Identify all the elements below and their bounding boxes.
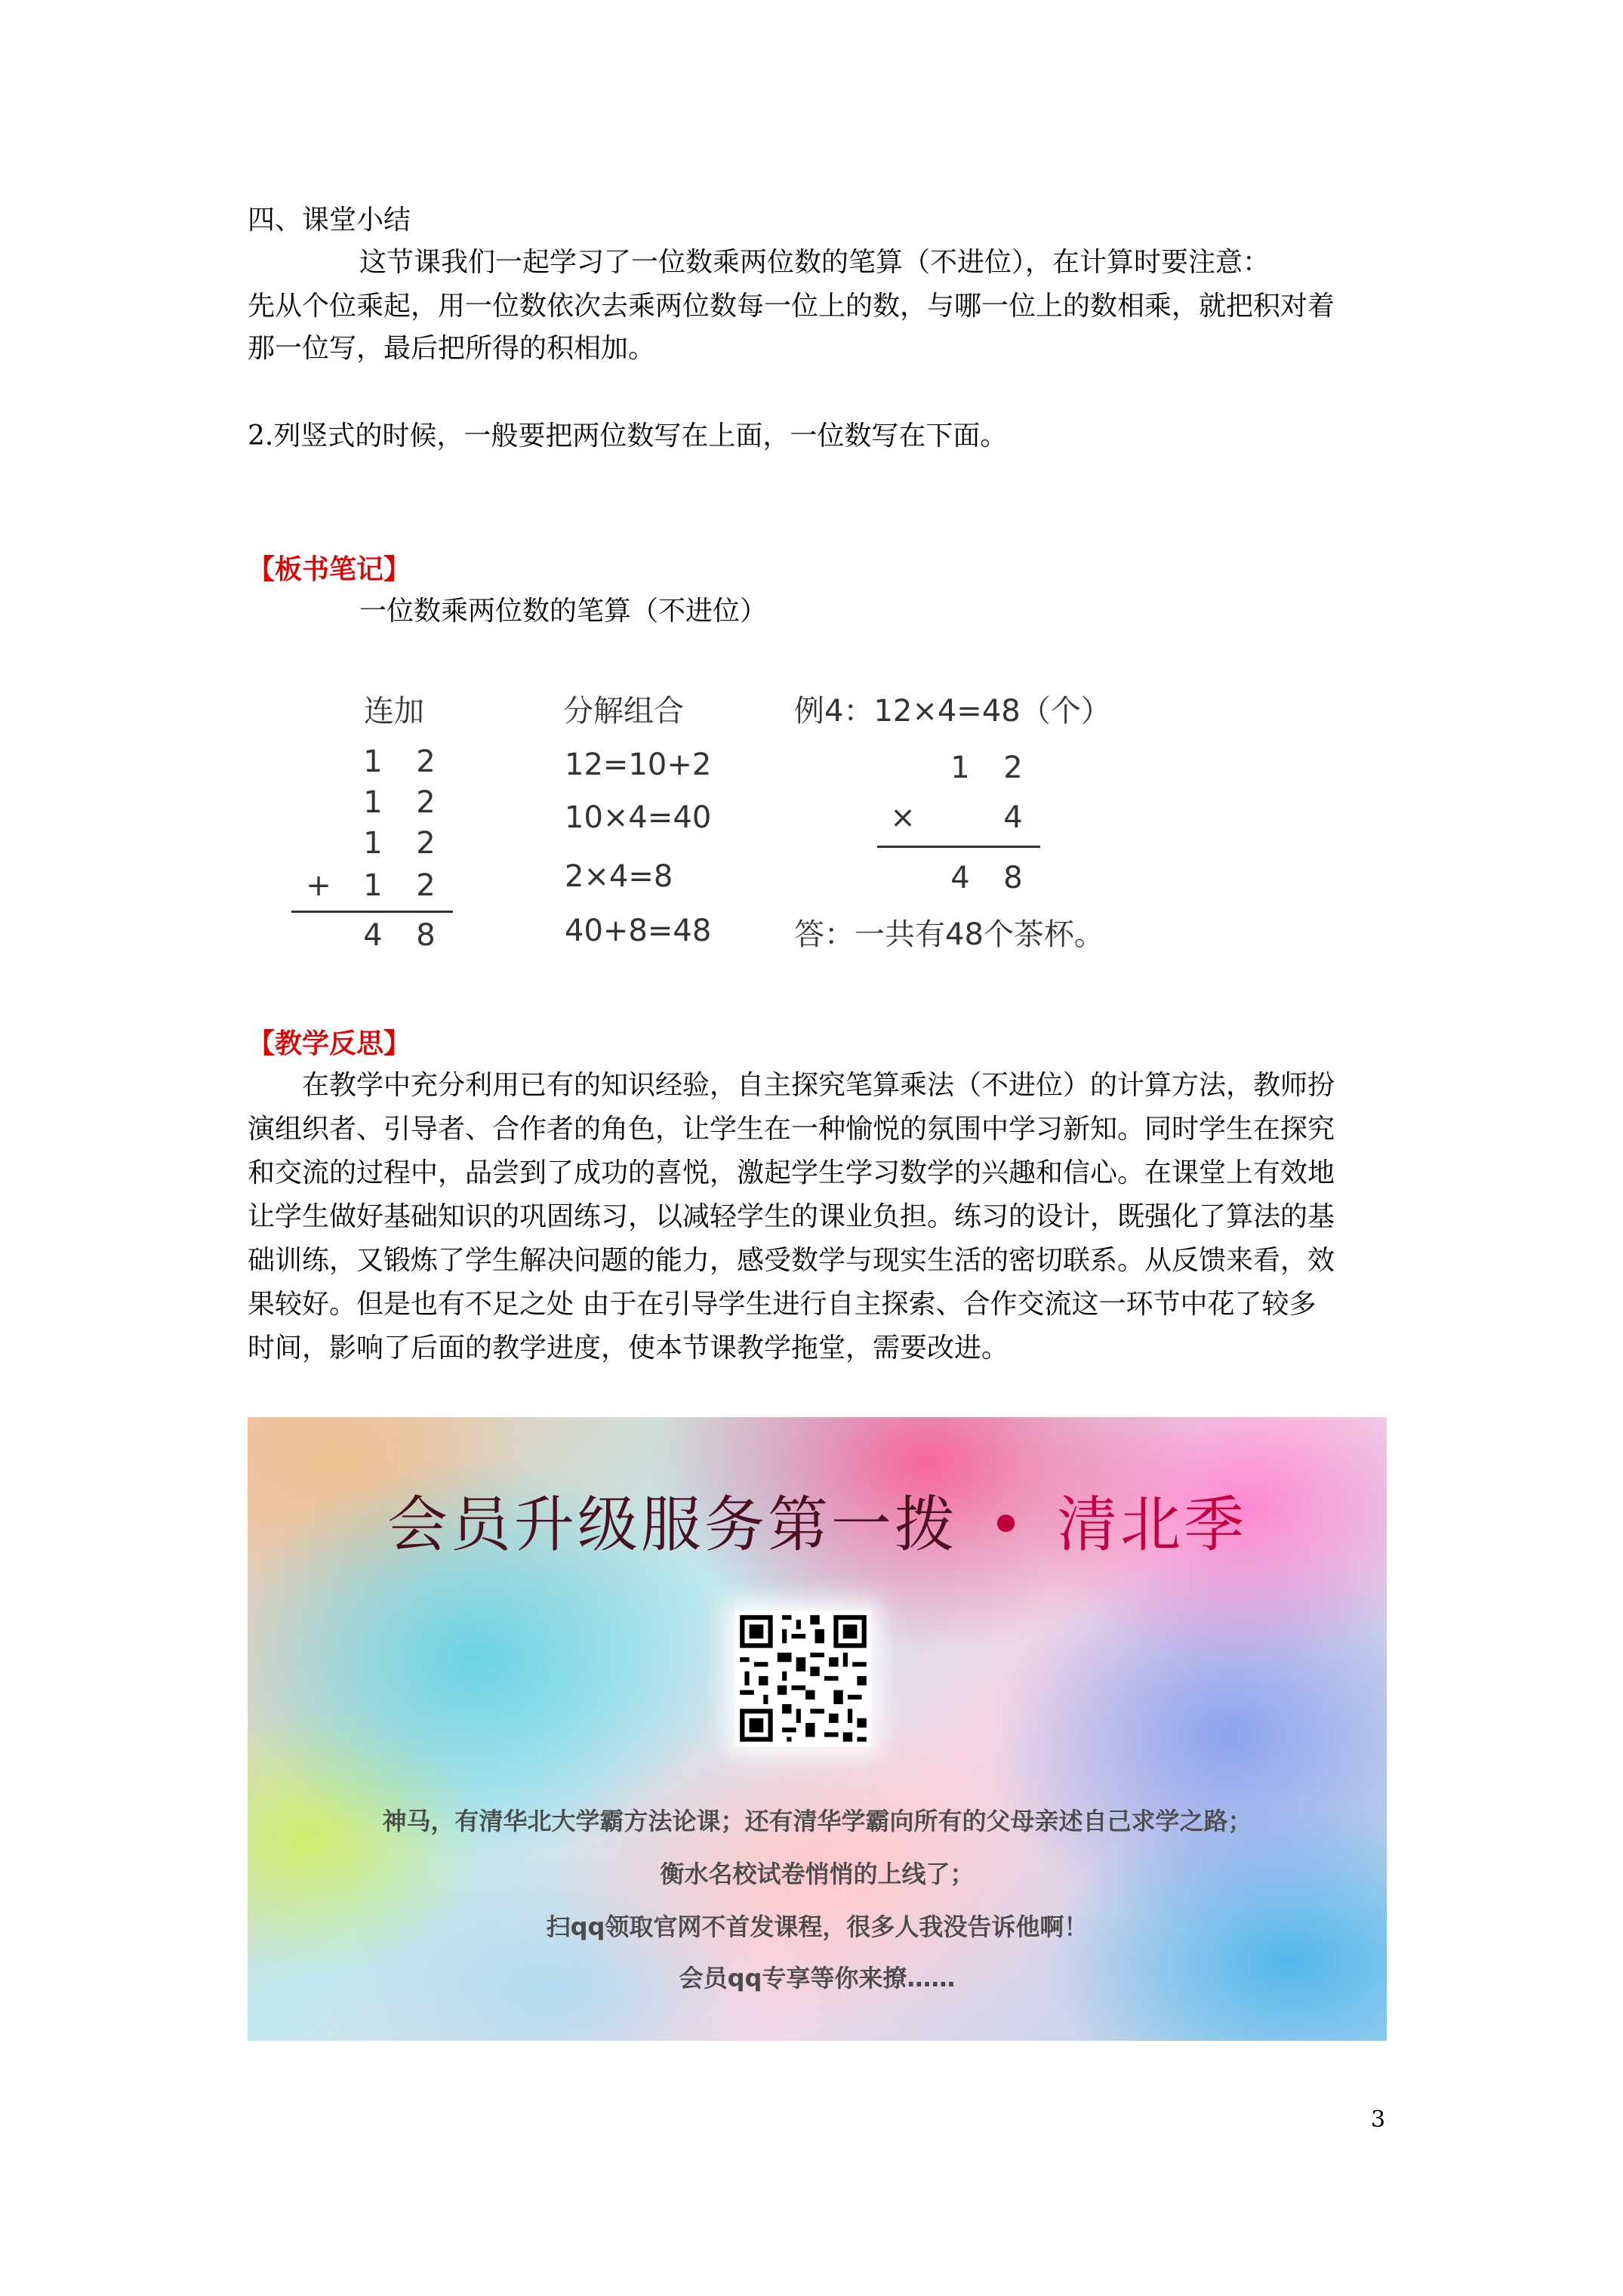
reflection-line: 让学生做好基础知识的巩固练习，以减轻学生的课业负担。练习的设计，既强化了算法的基 (248, 1201, 1335, 1232)
reflection-line: 础训练，又锻炼了学生解决问题的能力，感受数学与现实生活的密切联系。从反馈来看，效 (248, 1245, 1335, 1276)
addition-digit: 1 (363, 744, 383, 779)
addition-result-digit: 4 (363, 918, 383, 953)
example-label: 例4：12×4=48（个） (794, 694, 1111, 729)
qr-code-icon[interactable] (735, 1610, 871, 1746)
banner-title-dot: • (987, 1490, 1027, 1560)
page-number: 3 (1371, 2106, 1386, 2133)
addition-digit: 2 (416, 785, 436, 820)
addition-rule (291, 911, 453, 913)
example-answer: 答：一共有48个茶杯。 (794, 917, 1104, 952)
example-digit: 1 (950, 750, 970, 785)
addition-digit: 2 (416, 868, 436, 903)
reflection-heading: 【教学反思】 (248, 1028, 411, 1059)
example-result-digit: 8 (1003, 861, 1023, 895)
addition-digit: 2 (416, 744, 436, 779)
reflection-line: 演组织者、引导者、合作者的角色，让学生在一种愉悦的氛围中学习新知。同时学生在探究 (248, 1114, 1335, 1145)
addition-result-digit: 8 (416, 918, 436, 953)
banner-line: 扫qq领取官网不首发课程，很多人我没告诉他啊！ (546, 1912, 1089, 1941)
addition-digit: 1 (363, 868, 383, 903)
board-notes-heading: 【板书笔记】 (248, 553, 411, 585)
addition-label: 连加 (364, 694, 424, 729)
qr-code-graphic (735, 1610, 871, 1746)
addition-digit: 1 (363, 826, 383, 861)
decompose-line: 2×4=8 (565, 859, 673, 894)
summary-line-1: 这节课我们一起学习了一位数乘两位数的笔算（不进位），在计算时要注意： (359, 247, 1270, 278)
example-result-digit: 4 (950, 861, 970, 895)
reflection-line: 果较好。但是也有不足之处 由于在引导学生进行自主探索、合作交流这一环节中花了较多 (248, 1289, 1317, 1320)
example-operator: × (890, 800, 916, 835)
addition-digit: 1 (363, 785, 383, 820)
reflection-line: 在教学中充分利用已有的知识经验，自主探究笔算乘法（不进位）的计算方法，教师扮 (302, 1070, 1335, 1101)
reflection-line: 时间，影响了后面的教学进度，使本节课教学拖堂，需要改进。 (248, 1333, 1009, 1364)
banner-title (248, 1476, 1387, 1563)
example-digit: 4 (1003, 800, 1023, 835)
banner-line: 衡水名校试卷悄悄的上线了； (660, 1860, 975, 1888)
example-rule (877, 846, 1040, 848)
banner-line: 神马，有清华北大学霸方法论课；还有清华学霸向所有的父母亲述自己求学之路； (382, 1807, 1252, 1835)
addition-operator: + (306, 868, 331, 903)
addition-digit: 2 (416, 826, 436, 861)
summary-heading: 四、课堂小结 (248, 205, 411, 236)
banner-title-part2: 清北季 (1057, 1490, 1248, 1560)
reflection-line: 和交流的过程中，品尝到了成功的喜悦，激起学生学习数学的兴趣和信心。在课堂上有效地 (248, 1157, 1335, 1188)
decompose-line: 12=10+2 (565, 747, 712, 782)
promo-banner[interactable] (248, 1417, 1387, 2041)
summary-point-2: 2.列竖式的时候，一般要把两位数写在上面，一位数写在下面。 (248, 421, 1008, 451)
example-digit: 2 (1003, 750, 1023, 785)
summary-line-3: 那一位写，最后把所得的积相加。 (248, 333, 656, 364)
board-notes-title: 一位数乘两位数的笔算（不进位） (359, 596, 768, 627)
decompose-label: 分解组合 (563, 694, 684, 729)
decompose-line: 40+8=48 (565, 914, 712, 948)
banner-title-part1: 会员升级服务第一拨 (387, 1490, 958, 1560)
decompose-line: 10×4=40 (565, 800, 712, 835)
summary-line-2: 先从个位乘起，用一位数依次去乘两位数每一位上的数，与哪一位上的数相乘，就把积对着 (248, 291, 1335, 322)
banner-line: 会员qq专享等你来撩…… (679, 1964, 956, 1992)
